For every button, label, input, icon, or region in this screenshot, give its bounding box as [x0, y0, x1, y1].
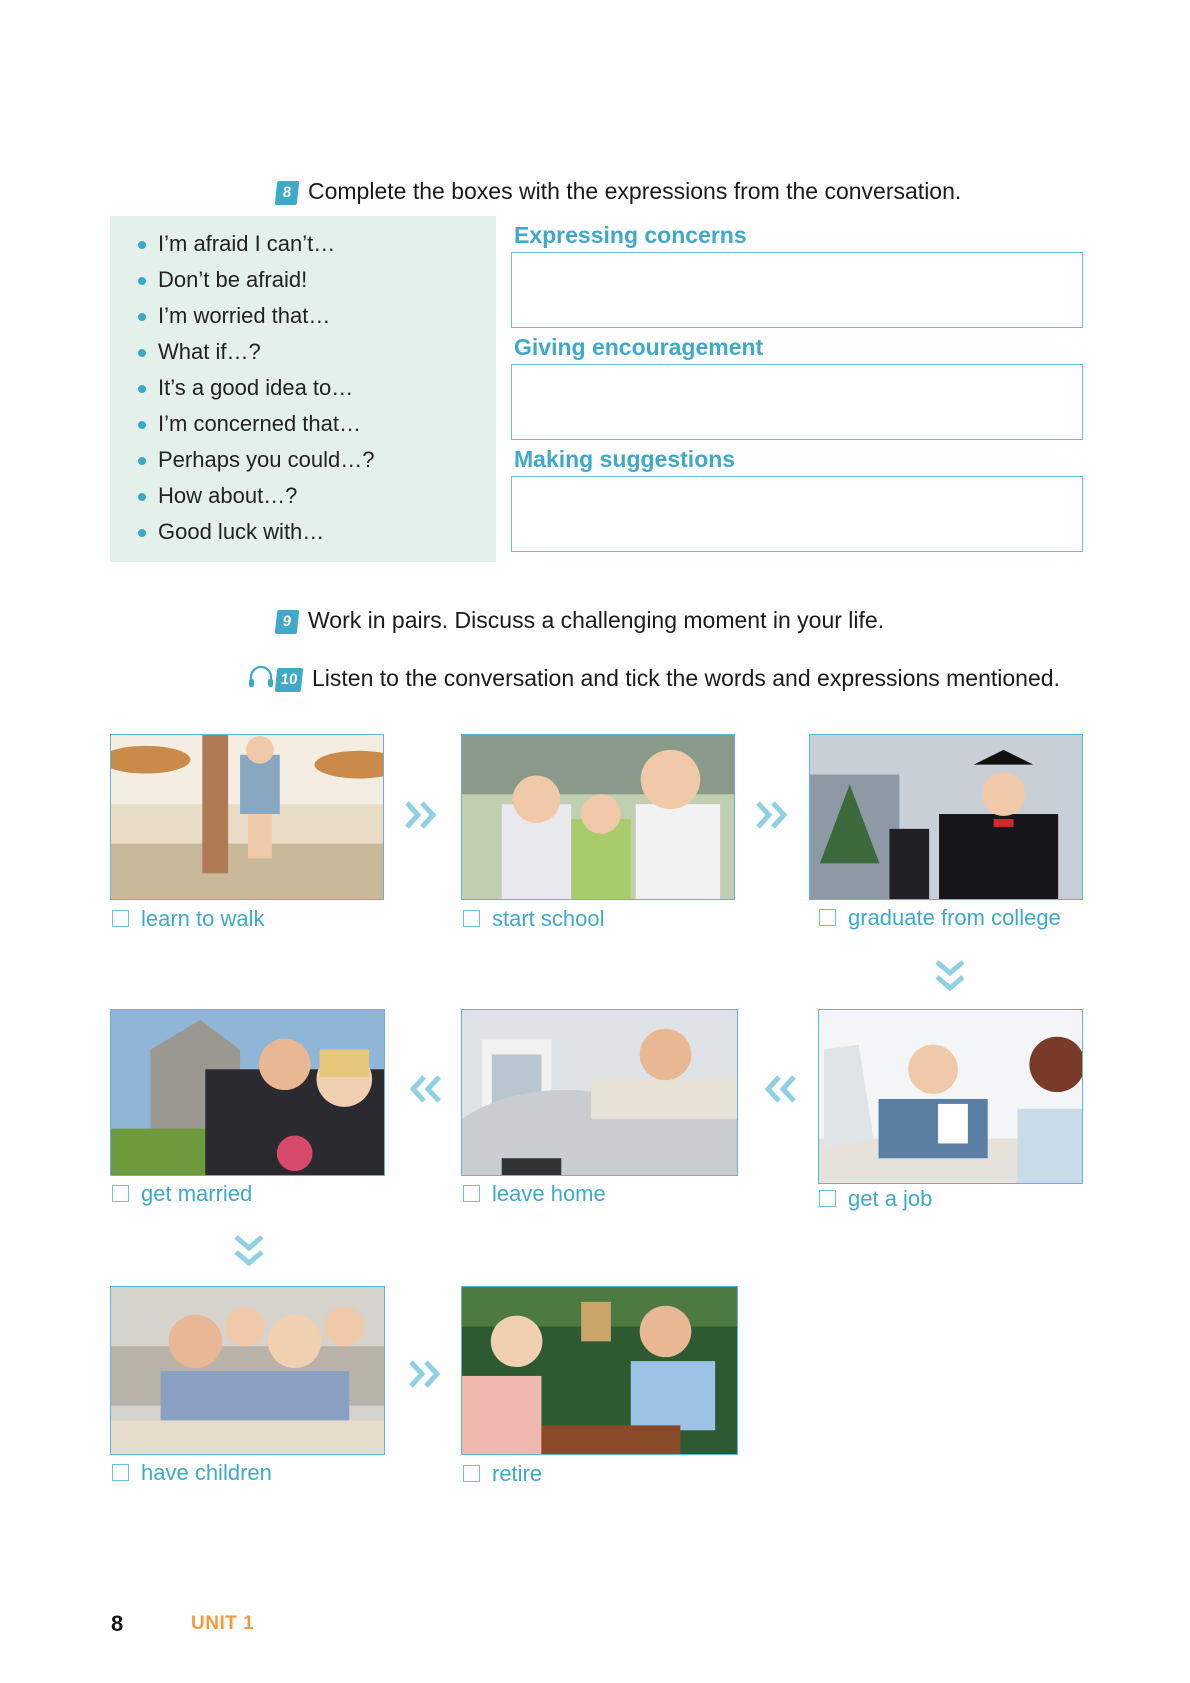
expression-item: Perhaps you could…?	[138, 442, 496, 478]
category-title-concerns: Expressing concerns	[514, 222, 747, 248]
life-stage-label: graduate from college	[848, 905, 1061, 930]
life-stage-label: start school	[492, 906, 605, 931]
tick-checkbox[interactable]	[112, 1185, 129, 1202]
headphones-icon[interactable]	[248, 666, 274, 688]
category-title-encouragement: Giving encouragement	[514, 334, 764, 360]
life-stage-label: have children	[141, 1460, 272, 1485]
exercise-number-badge: 10	[275, 668, 304, 692]
page-number: 8	[111, 1611, 124, 1636]
exercise-8-instruction	[276, 178, 961, 205]
life-stage-option[interactable]	[819, 1186, 932, 1212]
answer-box-encouragement[interactable]	[511, 364, 1083, 440]
expressions-list	[110, 216, 496, 550]
unit-label: UNIT 1	[191, 1613, 255, 1634]
photo-get-married	[110, 1009, 385, 1176]
photo-retire	[461, 1286, 738, 1455]
life-stage-option[interactable]	[463, 1181, 606, 1207]
double-chevron-down-icon	[934, 959, 966, 993]
expression-item: How about…?	[138, 478, 496, 514]
answer-box-suggestions[interactable]	[511, 476, 1083, 552]
tick-checkbox[interactable]	[463, 1465, 480, 1482]
expression-item: I’m concerned that…	[138, 406, 496, 442]
life-stage-label: retire	[492, 1461, 543, 1486]
photo-have-children	[110, 1286, 385, 1455]
photo-learn-to-walk	[110, 734, 384, 900]
answer-box-concerns[interactable]	[511, 252, 1083, 328]
exercise-9-instruction	[276, 607, 884, 634]
life-stage-label: learn to walk	[141, 906, 265, 931]
exercise-number-badge: 9	[275, 610, 300, 634]
expression-item: It’s a good idea to…	[138, 370, 496, 406]
double-chevron-down-icon	[233, 1234, 265, 1268]
life-stage-label: get a job	[848, 1186, 933, 1211]
expression-item: What if…?	[138, 334, 496, 370]
double-chevron-icon	[404, 800, 440, 830]
expression-item: Good luck with…	[138, 514, 496, 550]
life-stage-label: leave home	[492, 1181, 606, 1206]
tick-checkbox[interactable]	[112, 1464, 129, 1481]
tick-checkbox[interactable]	[463, 910, 480, 927]
expression-item: I’m worried that…	[138, 298, 496, 334]
life-stage-option[interactable]	[819, 905, 1061, 931]
tick-checkbox[interactable]	[463, 1185, 480, 1202]
double-chevron-icon	[408, 1359, 444, 1389]
life-stage-label: get married	[141, 1181, 253, 1206]
exercise-9-text: Work in pairs. Discuss a challenging moment in your life.	[308, 607, 885, 633]
photo-leave-home	[461, 1009, 738, 1176]
exercise-10-text: Listen to the conversation and tick the words and expressions mentioned.	[312, 665, 1060, 691]
tick-checkbox[interactable]	[819, 1190, 836, 1207]
exercise-number-badge: 8	[275, 181, 300, 205]
tick-checkbox[interactable]	[112, 910, 129, 927]
photo-start-school	[461, 734, 735, 900]
tick-checkbox[interactable]	[819, 909, 836, 926]
photo-graduate-from-college	[809, 734, 1083, 900]
life-stage-option[interactable]	[112, 1460, 272, 1486]
double-chevron-icon	[755, 800, 791, 830]
double-chevron-left-icon	[761, 1074, 797, 1104]
photo-get-a-job	[818, 1009, 1083, 1184]
expression-item: I’m afraid I can’t…	[138, 226, 496, 262]
double-chevron-left-icon	[406, 1074, 442, 1104]
life-stage-option[interactable]	[112, 1181, 252, 1207]
expressions-panel	[110, 216, 496, 562]
life-stage-option[interactable]	[112, 906, 265, 932]
exercise-8-text: Complete the boxes with the expressions from the conversation.	[308, 178, 962, 204]
life-stage-option[interactable]	[463, 906, 605, 932]
expression-item: Don’t be afraid!	[138, 262, 496, 298]
life-stage-option[interactable]	[463, 1461, 542, 1487]
exercise-10-instruction	[248, 665, 1060, 692]
category-title-suggestions: Making suggestions	[514, 446, 736, 472]
